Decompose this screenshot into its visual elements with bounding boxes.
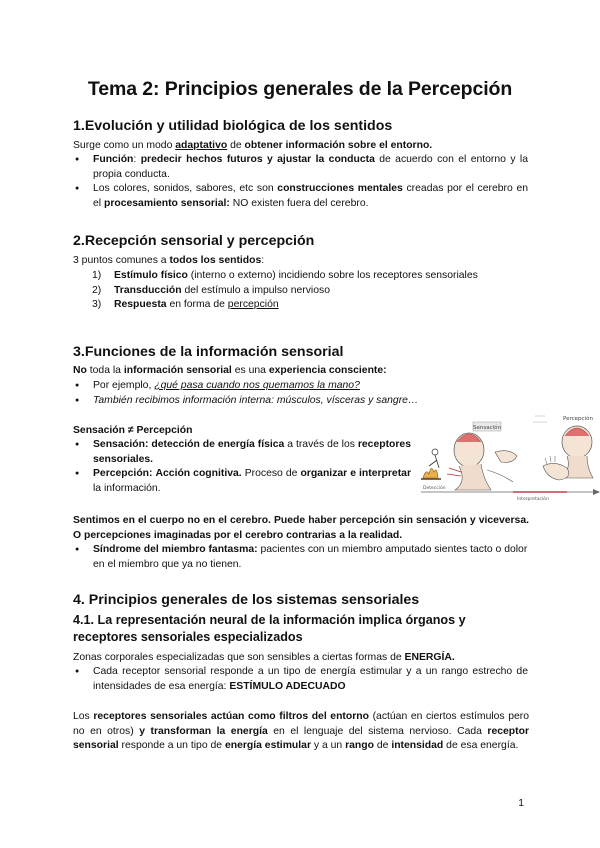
sensation-perception-illustration [417,412,600,504]
list-item: ● Función: predecir hechos futuros y ajustar la conducta de acuerdo con el entorno y la propia conducta. [73,153,528,182]
list-item: ● Cada receptor sensorial responde a un tipo de energía estimular y a un rango estrecho de intensidades de esa energía: ESTÍMULO ADECUADO [73,665,528,694]
section-2-list [92,269,532,313]
sensation-heading: Sensación ≠ Percepción [73,425,193,436]
figure-caption-left: Detección [423,486,446,491]
figure-label-left: Sensación [473,425,501,431]
page-title: Tema 2: Principios generales de la Percepción [87,78,513,100]
sensation-list [73,438,411,496]
section-1-intro: Surge como un modo adaptativo de obtener información sobre el entorno. [73,140,433,151]
section-3-paragraph: Sentimos en el cuerpo no en el cerebro. Puede haber percepción sin sensación y viceversa. O percepciones imaginadas por el cerebro contrarias a la realidad. [73,515,529,541]
figure-label-right: Percepción [563,416,593,422]
list-item: 2) Transducción del estímulo a impulso nervioso [92,284,330,296]
section-3-list [73,379,528,408]
section-4-paragraph: Los receptores sensoriales actúan como filtros del entorno (actúan en ciertos estímulos pero no en otros) y transforman la energía en el lenguaje del sistema nervioso. Cada receptor sensorial responde a un tipo de energía estimular y a un rango de intensidad de esa energía. [73,711,530,752]
list-item: ● Por ejemplo, ¿qué pasa cuando nos quemamos la mano? [73,379,528,394]
section-3-heading: 3.Funciones de la información sensorial [73,344,344,360]
phantom-limb-list [73,543,528,572]
list-item: 1) Estímulo físico (interno o externo) incidiendo sobre los receptores sensoriales [92,270,478,281]
figure-caption-right: Interpretación [517,497,549,502]
section-1-list [73,153,528,211]
page-number: 1 [518,798,524,809]
section-1-heading: 1.Evolución y utilidad biológica de los sentidos [73,118,393,134]
section-2-intro: 3 puntos comunes a todos los sentidos: [73,255,265,266]
list-item: ● Síndrome del miembro fantasma: pacientes con un miembro amputado sientes tacto o dolor en el miembro que ya no tienen. [73,543,528,572]
list-item: 3) Respuesta en forma de percepción [92,299,279,311]
list-item: ● Percepción: Acción cognitiva. Proceso de organizar e interpretar la información. [73,467,411,496]
section-4-1-heading: 4.1. La representación neural de la información implica órganos y receptores sensoriales especializados [73,613,466,644]
list-item: ● Sensación: detección de energía física a través de los receptores sensoriales. [73,438,411,467]
section-4-zonas: Zonas corporales especializadas que son sensibles a ciertas formas de ENERGÍA. [73,652,455,663]
section-4-heading: 4. Principios generales de los sistemas sensoriales [73,592,420,608]
section-2-heading: 2.Recepción sensorial y percepción [73,233,315,249]
section-3-intro: No toda la información sensorial es una experiencia consciente: [73,365,387,376]
list-item: ● Los colores, sonidos, sabores, etc son construcciones mentales creadas por el cerebro en el procesamiento sensorial: NO existen fuera del cerebro. [73,182,528,211]
list-item: ● También recibimos información interna: músculos, vísceras y sangre… [73,394,528,409]
section-4-list [73,665,528,694]
